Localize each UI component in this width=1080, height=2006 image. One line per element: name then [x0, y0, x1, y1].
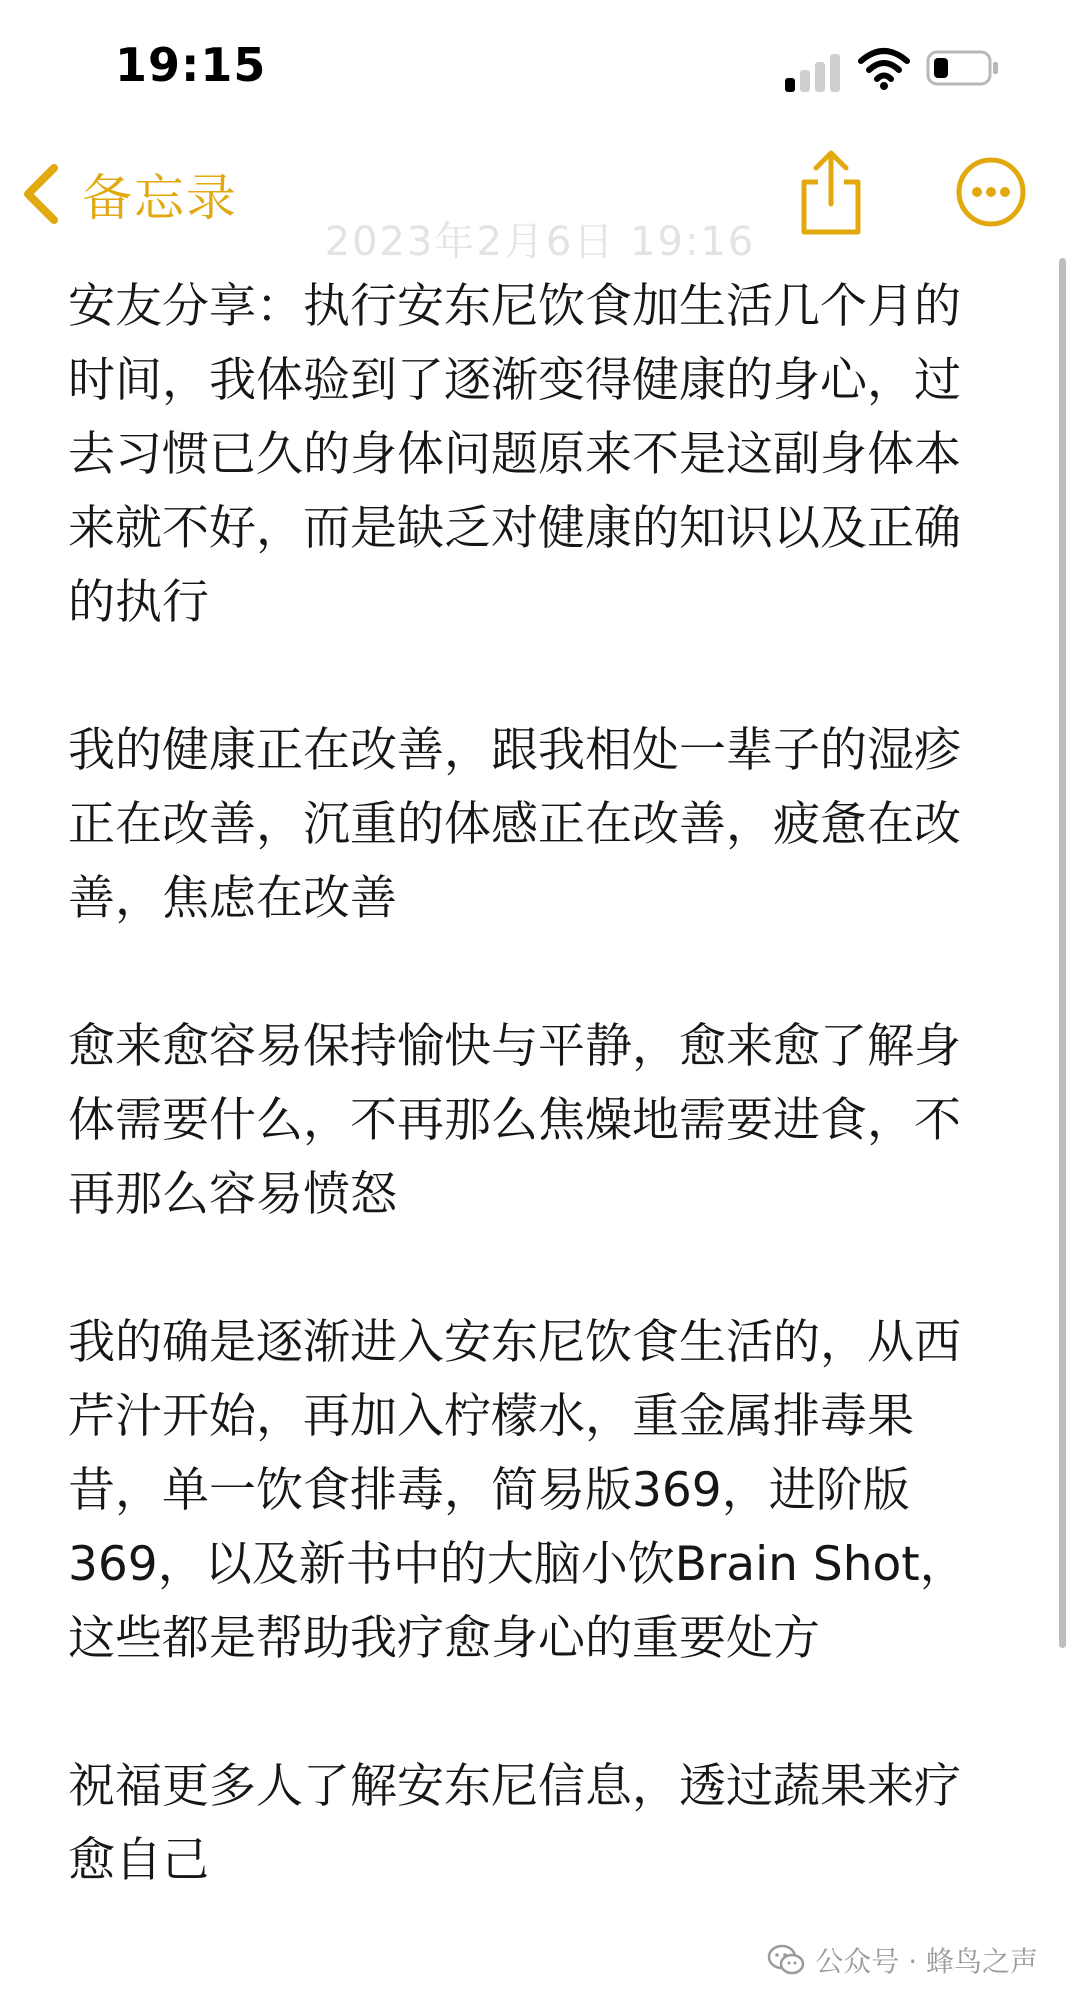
- note-date: 2023年2月6日 19:16: [324, 219, 756, 265]
- note-body[interactable]: [68, 270, 998, 1898]
- note-paragraph: 我的确是逐渐进入安东尼饮食生活的，从西芹汁开始，再加入柠檬水，重金属排毒果昔，单一饮食排毒，简易版369，进阶版369，以及新书中的大脑小饮Brain Shot，这些都是帮助我疗愈身心的重要处方: [68, 1315, 967, 1666]
- note-paragraph: 我的健康正在改善，跟我相处一辈子的湿疹正在改善，沉重的体感正在改善，疲惫在改善，焦虑在改善: [68, 723, 961, 926]
- status-time: 19:15: [115, 38, 267, 92]
- wechat-icon: [767, 1943, 805, 1977]
- note-paragraph: 愈来愈容易保持愉快与平静，愈来愈了解身体需要什么，不再那么焦燥地需要进食，不再那么容易愤怒: [68, 1019, 961, 1222]
- back-label: 备忘录: [82, 169, 238, 227]
- watermark-text: 公众号 · 蜂鸟之声: [815, 1945, 1038, 1978]
- watermark: [767, 1940, 1038, 1980]
- note-paragraph: 安友分享：执行安东尼饮食加生活几个月的时间，我体验到了逐渐变得健康的身心，过去习惯已久的身体问题原来不是这副身体本来就不好，而是缺乏对健康的知识以及正确的执行: [68, 279, 961, 630]
- scrollbar[interactable]: [1059, 258, 1066, 1648]
- wifi-icon: [858, 46, 910, 90]
- battery-icon: [926, 50, 1000, 86]
- status-bar: [0, 0, 1080, 140]
- note-paragraph: 祝福更多人了解安东尼信息，透过蔬果来疗愈自己: [68, 1759, 961, 1888]
- cellular-signal-icon: [785, 52, 841, 92]
